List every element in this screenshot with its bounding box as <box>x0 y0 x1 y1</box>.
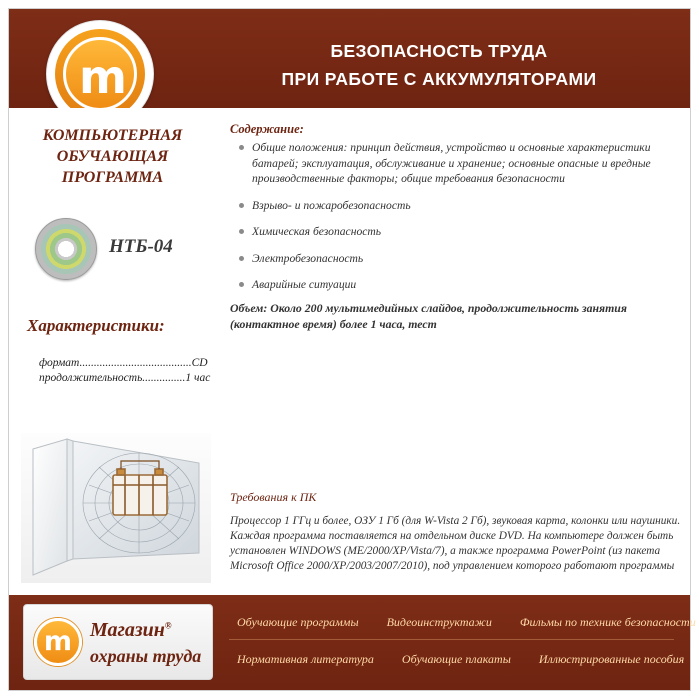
disc-row <box>9 218 216 294</box>
program-type-title <box>9 125 216 188</box>
dvd-case-svg <box>21 433 211 583</box>
footer-link[interactable]: Обучающие программы <box>237 614 359 629</box>
dvd-case-illustration <box>21 433 211 583</box>
program-type-line3: ПРОГРАММА <box>61 169 164 186</box>
page-title-line2: ПРИ РАБОТЕ С АККУМУЛЯТОРАМИ <box>281 69 597 89</box>
requirements-text: Процессор 1 ГГц и более, ОЗУ 1 Гб (для W-Vista 2 Гб), звуковая карта, колонки или наушники. Каждая программа поставляется на отдельном диске DVD. На компьютере должен быть установлен WINDOWS (ME/2000/XP/Vista/7), а также программа PowerPoint (из пакета Microsoft Office 2000/XP/2003/2007/2010), под управлением которого работают программы <box>230 515 681 572</box>
requirements-title: Требования к ПК <box>230 490 317 504</box>
brand-name-line2: охраны труда <box>90 646 202 666</box>
footer-logo-badge <box>34 618 82 666</box>
characteristic-item: формат.......................................CD <box>39 357 208 369</box>
content-heading: Содержание: <box>230 122 304 136</box>
logo-letter: m <box>79 50 127 104</box>
volume-text: Объем: Около 200 мультимедийных слайдов, продолжительность занятия (контактное время) более 1 часа, тест <box>230 301 627 331</box>
footer-logo-letter: m <box>43 626 73 657</box>
page-title-line1: БЕЗОПАСНОСТЬ ТРУДА <box>330 41 548 61</box>
list-item: Взрыво- и пожаробезопасность <box>252 198 670 214</box>
footer-brand-logo[interactable] <box>23 604 213 680</box>
program-type-line2: ОБУЧАЮЩАЯ <box>56 148 169 165</box>
footer-link[interactable]: Иллюстрированные пособия <box>538 651 685 666</box>
footer-link[interactable]: Обучающие плакаты <box>401 651 511 666</box>
characteristics-title: Характеристики: <box>27 316 165 335</box>
product-code: НТБ-04 <box>109 236 173 257</box>
content-list <box>230 140 670 304</box>
brand-name-line1 <box>90 619 172 642</box>
characteristics-list <box>39 356 209 386</box>
program-type-line1: КОМПЬЮТЕРНАЯ <box>42 127 183 144</box>
cd-disc-icon <box>35 218 97 280</box>
footer-divider <box>229 639 674 640</box>
footer-links <box>223 607 696 679</box>
footer-link[interactable]: Фильмы по технике безопасности <box>519 614 696 629</box>
footer-link[interactable]: Видеоинструктажи <box>386 614 492 629</box>
list-item: Химическая безопасность <box>252 224 670 240</box>
footer-link[interactable]: Нормативная литература <box>237 651 374 666</box>
list-item: Общие положения: принцип действия, устройство и основные характеристики батарей; эксплуатация, обслуживание и хранение; основные опасные и вредные производственные факторы; общие требования безопасности <box>252 140 670 187</box>
registered-mark: ® <box>164 620 172 631</box>
right-column <box>216 108 690 595</box>
brand-name-text: Магазин <box>90 619 165 641</box>
logo-inner-circle <box>63 37 137 111</box>
footer-links-row-2 <box>223 644 685 674</box>
footer-banner <box>9 595 696 690</box>
left-column <box>9 108 216 595</box>
list-item: Аварийные ситуации <box>252 277 670 293</box>
page-title <box>199 37 679 93</box>
list-item: Электробезопасность <box>252 251 670 267</box>
footer-links-row-1 <box>223 607 696 637</box>
characteristic-item: продолжительность...............1 час <box>39 372 211 384</box>
